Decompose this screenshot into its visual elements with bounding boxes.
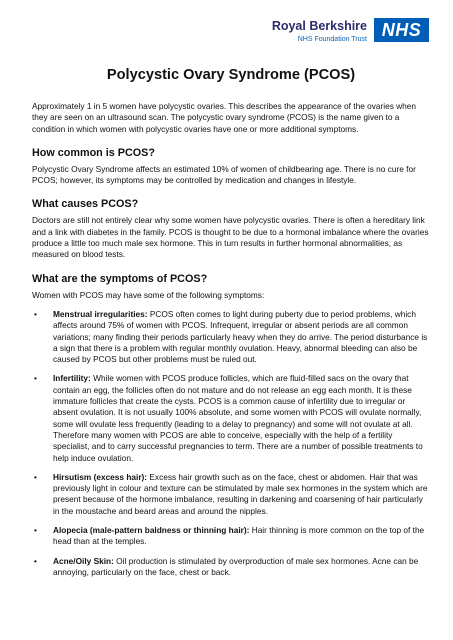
symptom-term: Alopecia (male-pattern baldness or thinning hair): [53,525,250,536]
list-item [32,373,430,463]
causes-paragraph: Doctors are still not entirely clear why some women have polycystic ovaries. There is often a hereditary link and a link with diabetes in the family. PCOS is thought to be due to a hormonal imbalance where the ovaries produce a little too much male sex hormone. This in turn results in further hormonal abnormalities, as measured on blood tests. [32,215,429,260]
symptom-text: While women with PCOS produce follicles, which are fluid-filled sacs on the ovary that contain an egg, the follicles often do not mature and do not release an egg each month. It is these immature follicles that create the cysts. PCOS is a common cause of infertility due to irregular or absent ovulation. It is not usually 100% absolute, and some women with PCOS will ovulate normally, some will ovulate less frequently (leading to a delay to pregnancy) and some will not ovulate at all. Therefore many women with PCOS are able to conceive, especially with the help of a fertility specialist, and to carry successful pregnancies to term. There are a number of possible treatments to help induce ovulation. [53,373,423,463]
list-item [32,472,430,517]
symptom-text: Hair thinning is more common on the top of the head than at the temples. [53,525,425,547]
symptom-term: Infertility: [53,373,91,384]
bullet-icon: • [34,555,37,566]
trust-subtitle: NHS Foundation Trust [297,36,367,43]
bullet-icon: • [34,373,37,384]
bullet-icon: • [34,525,37,536]
symptoms-intro: Women with PCOS may have some of the following symptoms: [32,289,265,300]
heading-causes: What causes PCOS? [32,198,139,211]
bullet-icon: • [34,471,37,482]
symptom-text: Excess hair growth such as on the face, chest or abdomen. Hair that was previously light in colour and texture can be stimulated by male sex hormones in the system which are present because of the hormone imbalance, resulting in darkening and coarsening of hair particularly in the moustache and beard areas and around the nipples. [53,471,428,516]
symptom-term: Hirsutism (excess hair): [53,471,148,482]
heading-how-common: How common is PCOS? [32,146,155,159]
list-item [32,525,430,548]
symptom-term: Acne/Oily Skin: [53,555,114,566]
intro-paragraph: Approximately 1 in 5 women have polycystic ovaries. This describes the appearance of the ovaries when they are seen on an ultrasound scan. The polycystic ovary syndrome (PCOS) is the name given to a condition in which women with polycystic ovaries have one or more additional symptoms. [32,101,417,134]
list-item [32,556,430,579]
bullet-icon: • [34,308,37,319]
symptoms-list [32,309,430,578]
symptom-text: Oil production is stimulated by overproduction of male sex hormones. Acne can be annoying, particularly on the face, chest or back. [53,555,419,577]
symptom-term: Menstrual irregularities: [53,308,148,319]
page-title: Polycystic Ovary Syndrome (PCOS) [106,67,356,83]
document-body [32,66,430,586]
list-item [32,309,430,365]
nhs-logo: NHS [374,18,429,42]
heading-symptoms: What are the symptoms of PCOS? [32,272,208,285]
how-common-paragraph: Polycystic Ovary Syndrome affects an estimated 10% of women of childbearing age. There is no cure for PCOS; however, its symptoms may be controlled by medication and changes in lifestyle. [32,163,416,186]
symptom-text: PCOS often comes to light during puberty due to period problems, which affects around 75% of women with PCOS. Infrequent, irregular or absent periods are all common variations; many finding their periods particularly heavy when they do arrive. The period disturbance is a sign that there is a problem with regular monthly ovulation. Heavy, abnormal bleeding can also be caused by PCOS but other problems must be ruled out. [53,308,428,365]
trust-name: Royal Berkshire [271,19,367,33]
